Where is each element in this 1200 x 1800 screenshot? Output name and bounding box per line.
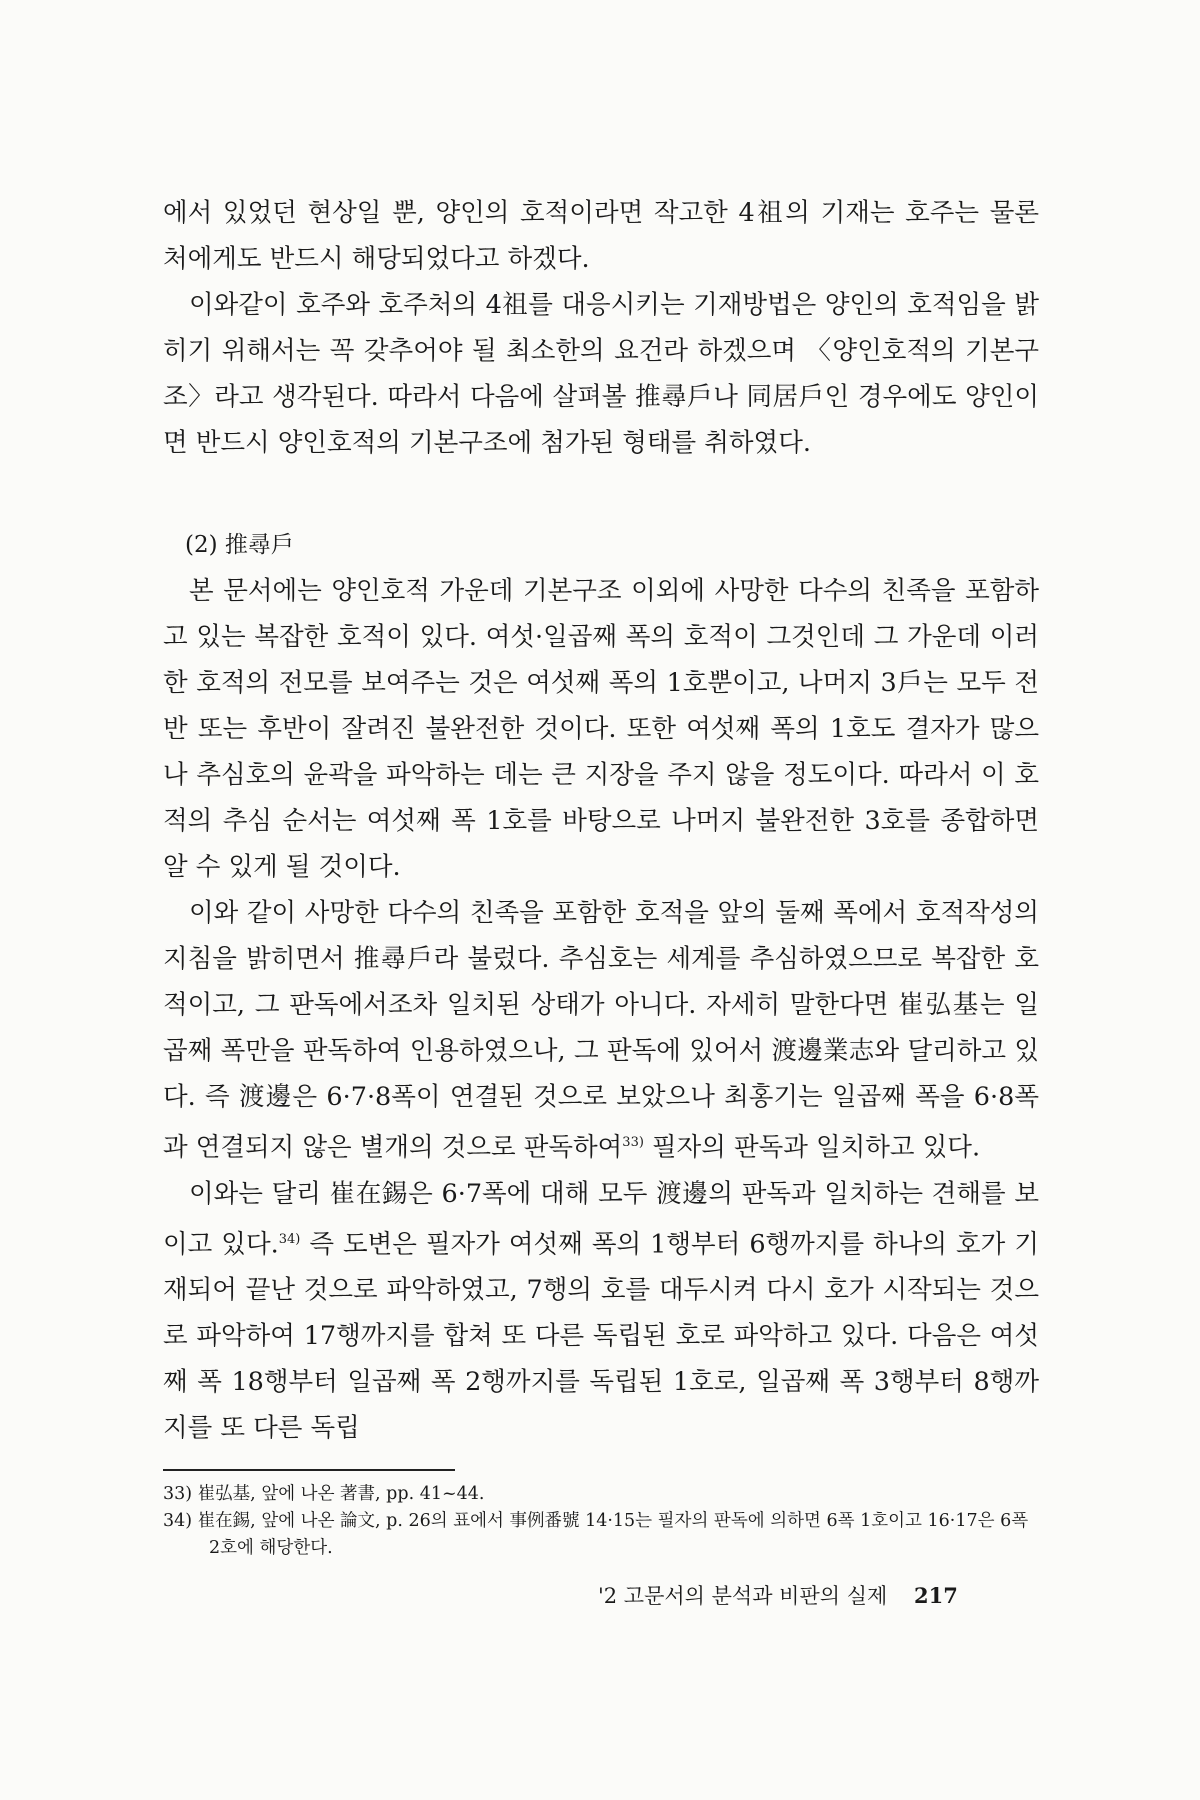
footnote-34-number: 34): [163, 1511, 193, 1531]
paragraph-4-text-a: 이와 같이 사망한 다수의 친족을 포함한 호적을 앞의 둘째 폭에서 호적작성의 지침을 밝히면서 推尋戶라 불렀다. 추심호는 세계를 추심하였으므로 복잡한 호적이고, 그 판독에서조차 일치된 상태가 아니다. 자세히 말한다면 崔弘基는 일곱째 폭만을 판독하여 인용하였으나, 그 판독에 있어서 渡邊業志와 달리하고 있다. 즉 渡邊은 6·7·8폭이 연결된 것으로 보았으나 최홍기는 일곱째 폭을 6·8폭과 연결되지 않은 별개의 것으로 판독하여: [163, 898, 1039, 1163]
running-title: '2 고문서의 분석과 비판의 실제: [598, 1584, 888, 1608]
paragraph-3: 본 문서에는 양인호적 가운데 기본구조 이외에 사망한 다수의 친족을 포함하고 있는 복잡한 호적이 있다. 여섯·일곱째 폭의 호적이 그것인데 그 가운데 이러한 호적의 전모를 보여주는 것은 여섯째 폭의 1호뿐이고, 나머지 3戶는 모두 전반 또는 후반이 잘려진 불완전한 것이다. 또한 여섯째 폭의 1호도 결자가 많으나 추심호의 윤곽을 파악하는 데는 큰 지장을 주지 않을 정도이다. 따라서 이 호적의 추심 순서는 여섯째 폭 1호를 바탕으로 나머지 불완전한 3호를 종합하면 알 수 있게 될 것이다.: [163, 576, 1039, 882]
footnote-divider: [163, 1469, 455, 1471]
paragraph-1: 에서 있었던 현상일 뿐, 양인의 호적이라면 작고한 4祖의 기재는 호주는 물론 처에게도 반드시 해당되었다고 하겠다.: [163, 198, 1039, 274]
footnote-ref-33: 33): [622, 1135, 644, 1150]
paragraph-5: [163, 1171, 1039, 1452]
page-body: [163, 190, 1039, 1562]
page-number: 217: [913, 1583, 958, 1608]
footnote-33-number: 33): [163, 1484, 193, 1504]
footnote-34: [163, 1508, 1039, 1562]
paragraph-5-text-b: 즉 도변은 필자가 여섯째 폭의 1행부터 6행까지를 하나의 호가 기재되어 끝난 것으로 파악하였고, 7행의 호를 대두시켜 다시 호가 시작되는 것으로 파악하여 17행까지를 합쳐 또 다른 독립된 호로 파악하고 있다. 다음은 여섯째 폭 18행부터 일곱째 폭 2행까지를 독립된 1호로, 일곱째 폭 3행부터 8행까지를 또 다른 독립: [163, 1229, 1039, 1443]
footnote-34-text: 崔在錫, 앞에 나온 論文, p. 26의 표에서 事例番號 14·15는 필자의 판독에 의하면 6폭 1호이고 16·17은 6폭 2호에 해당한다.: [197, 1511, 1029, 1558]
paragraph-4-text-b: 필자의 판독과 일치하고 있다.: [643, 1132, 981, 1163]
section-heading: (2) 推尋戶: [185, 532, 294, 558]
paragraph-4: [163, 890, 1039, 1171]
footnote-33: [163, 1481, 1039, 1508]
page-footer: [598, 1580, 1008, 1610]
footnote-ref-34: 34): [278, 1231, 301, 1247]
paragraph-2: 이와같이 호주와 호주처의 4祖를 대응시키는 기재방법은 양인의 호적임을 밝히기 위해서는 꼭 갖추어야 될 최소한의 요건라 하겠으며 〈양인호적의 기본구조〉라고 생각된다. 따라서 다음에 살펴볼 推尋戶나 同居戶인 경우에도 양인이면 반드시 양인호적의 기본구조에 첨가된 형태를 취하였다.: [163, 290, 1039, 458]
paragraph-5-text-a: 이와는 달리 崔在錫은 6·7폭에 대해 모두 渡邊의 판독과 일치하는 견해를 보이고 있다.: [163, 1178, 1039, 1259]
footnote-33-text: 崔弘基, 앞에 나온 著書, pp. 41~44.: [197, 1484, 485, 1504]
